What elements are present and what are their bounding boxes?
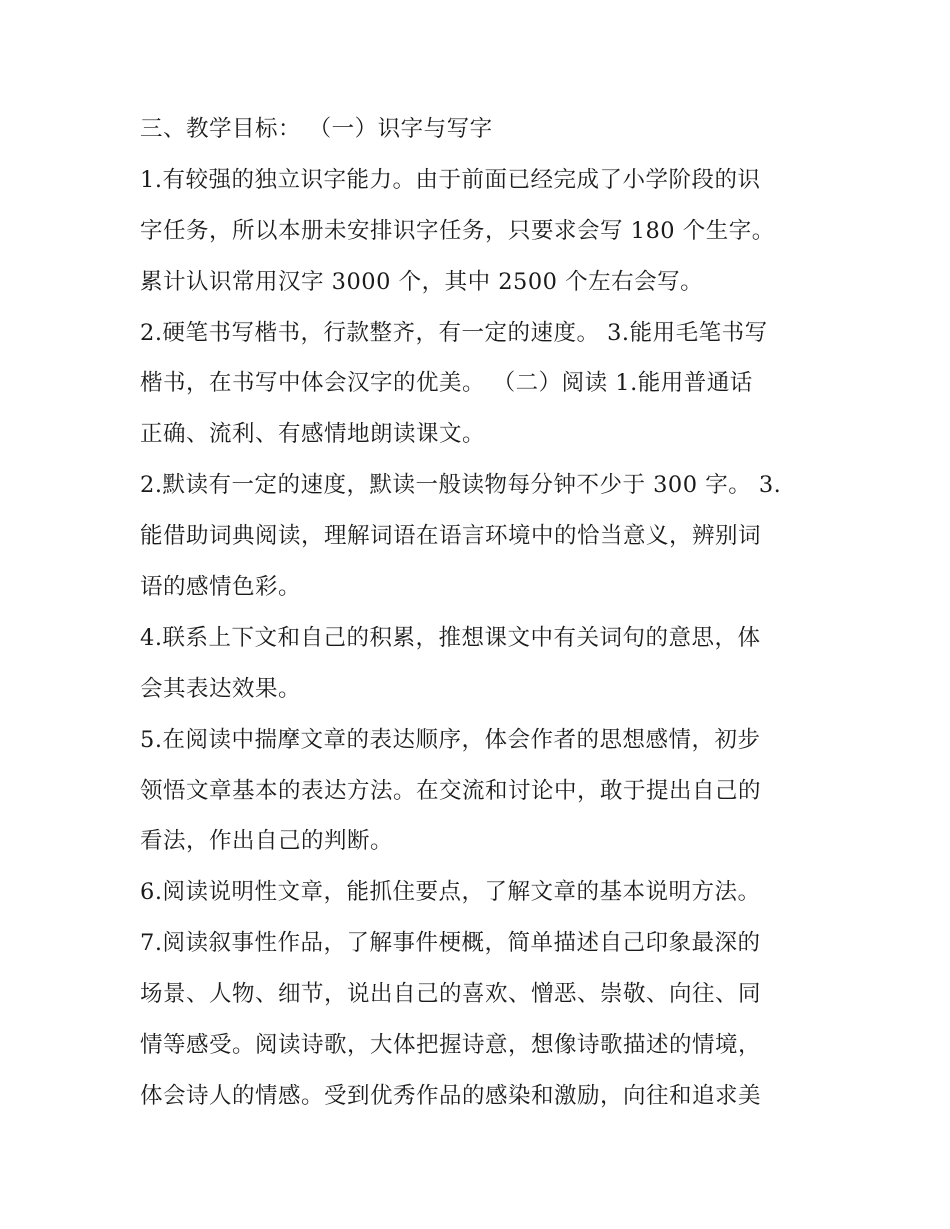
text-line: 楷书，在书写中体会汉字的优美。 （二）阅读 1.能用普通话 bbox=[140, 370, 753, 397]
text-line: 2.硬笔书写楷书，行款整齐，有一定的速度。 3.能用毛笔书写 bbox=[140, 319, 768, 346]
text-line: 场景、人物、细节，说出自己的喜欢、憎恶、崇敬、向往、同 bbox=[140, 981, 762, 1008]
document-body bbox=[140, 104, 830, 1122]
text-line: 1.有较强的独立识字能力。由于前面已经完成了小学阶段的识 bbox=[140, 166, 761, 193]
text-line: 会其表达效果。 bbox=[140, 675, 302, 702]
text-line: 6.阅读说明性文章，能抓住要点，了解文章的基本说明方法。 bbox=[140, 879, 761, 906]
text-line: 正确、流利、有感情地朗读课文。 bbox=[140, 421, 486, 448]
text-line: 2.默读有一定的速度，默读一般读物每分钟不少于 300 字。 3. bbox=[140, 472, 782, 499]
section-heading-line: 三、教学目标： （一）识字与写字 bbox=[140, 116, 493, 142]
text-line: 体会诗人的情感。受到优秀作品的感染和激励，向往和追求美 bbox=[140, 1082, 762, 1109]
text-line: 能借助词典阅读，理解词语在语言环境中的恰当意义，辨别词 bbox=[140, 523, 762, 550]
text-line: 看法，作出自己的判断。 bbox=[140, 828, 394, 855]
text-line: 7.阅读叙事性作品，了解事件梗概，简单描述自己印象最深的 bbox=[140, 930, 761, 957]
text-line: 字任务，所以本册未安排识字任务，只要求会写 180 个生字。 bbox=[140, 217, 775, 244]
text-line: 情等感受。阅读诗歌，大体把握诗意，想像诗歌描述的情境， bbox=[140, 1032, 762, 1059]
text-line: 5.在阅读中揣摩文章的表达顺序，体会作者的思想感情，初步 bbox=[140, 726, 761, 753]
text-line: 语的感情色彩。 bbox=[140, 574, 302, 601]
text-line: 累计认识常用汉字 3000 个，其中 2500 个左右会写。 bbox=[140, 268, 704, 295]
text-line: 领悟文章基本的表达方法。在交流和讨论中，敢于提出自己的 bbox=[140, 777, 762, 804]
text-line: 4.联系上下文和自己的积累，推想课文中有关词句的意思，体 bbox=[140, 624, 761, 651]
